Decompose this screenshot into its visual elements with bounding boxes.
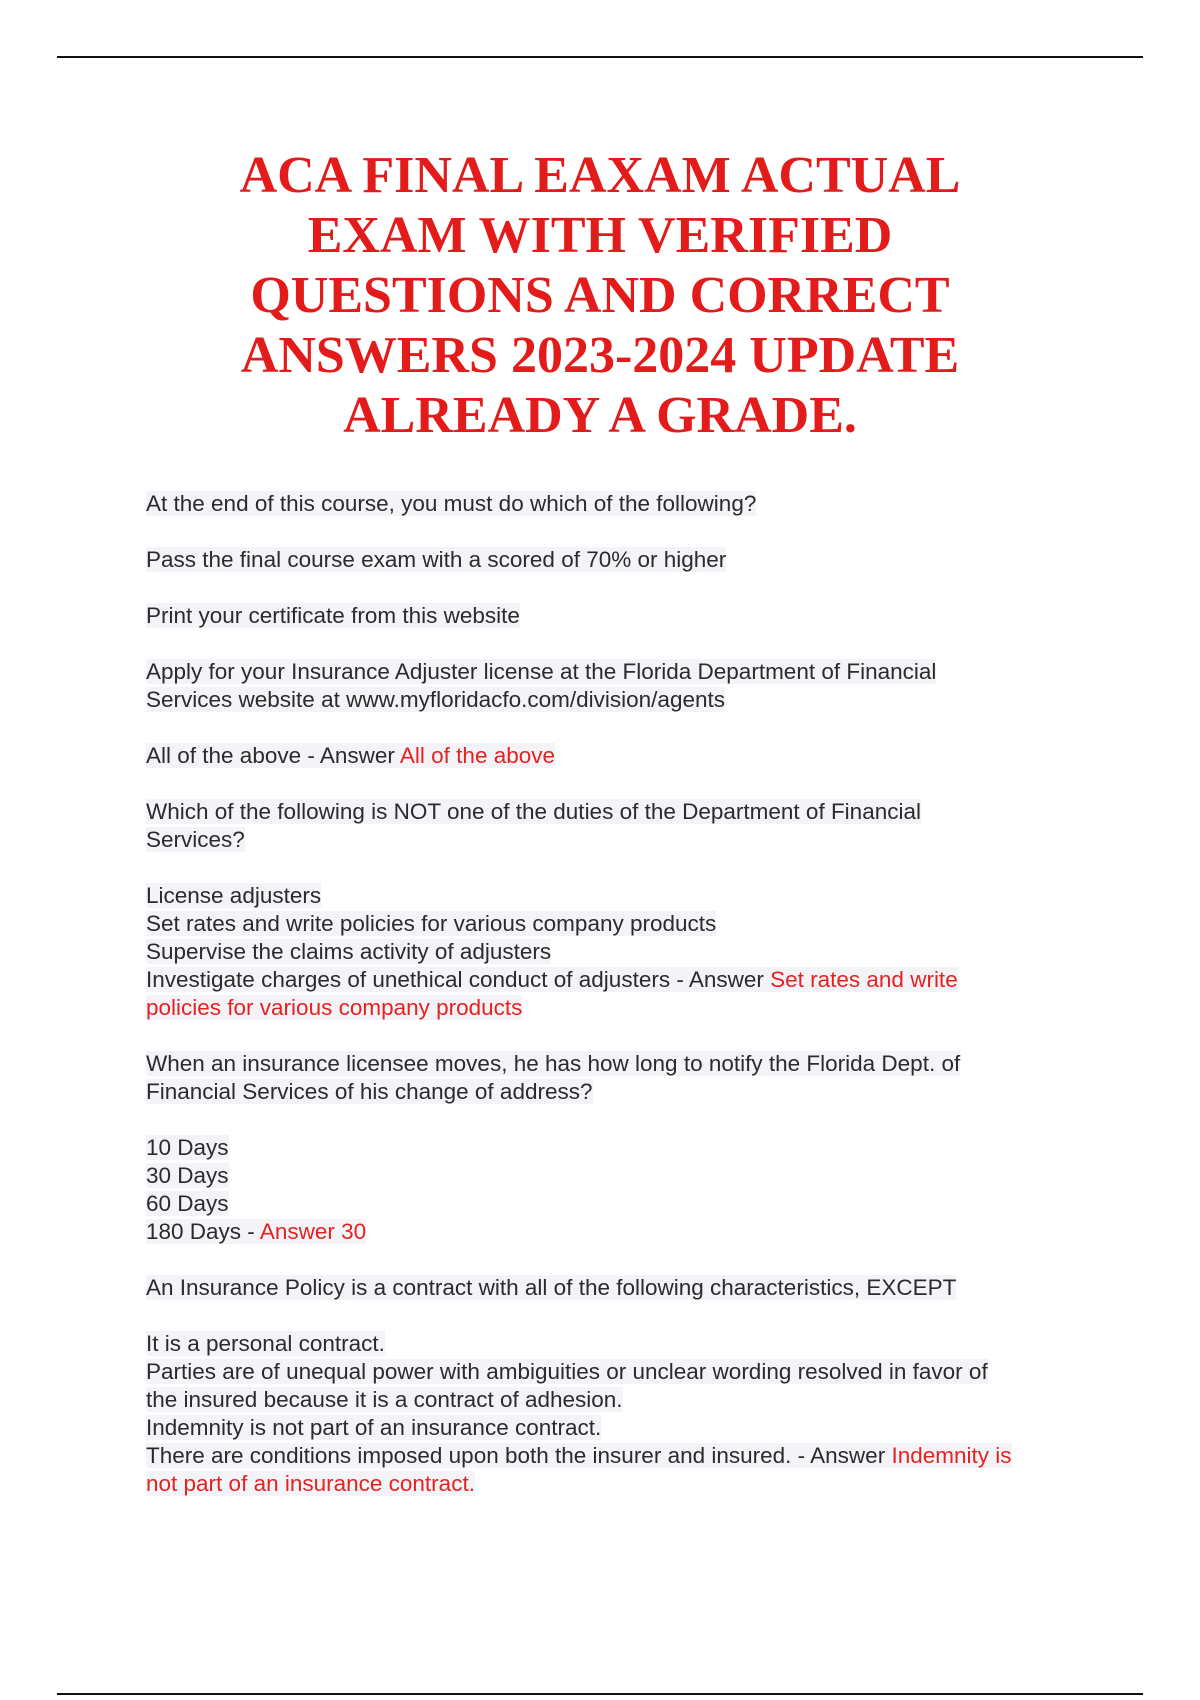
question-3-options [146, 1134, 1086, 1246]
question-2-option-4: Investigate charges of unethical conduct of adjusters - Answer [146, 967, 771, 992]
top-rule [57, 56, 1143, 58]
title-line-5: ALREADY A GRADE. [343, 387, 857, 444]
question-list [146, 490, 1086, 1526]
question-3: When an insurance licensee moves, he has how long to notify the Florida Dept. of Financial Services of his change of address? [146, 1051, 961, 1104]
question-3-answer: Answer 30 [259, 1219, 367, 1244]
question-4-answer-cont: not part of an insurance contract. [146, 1471, 475, 1496]
question-4-option-4: There are conditions imposed upon both the insurer and insured. - Answer [146, 1443, 892, 1468]
question-2-option-3: Supervise the claims activity of adjusters [146, 939, 552, 964]
question-4-option-2: Parties are of unequal power with ambiguities or unclear wording resolved in favor of [146, 1359, 988, 1384]
title-line-1: ACA FINAL EAXAM ACTUAL [239, 147, 961, 204]
question-1-option-3: Apply for your Insurance Adjuster license at the Florida Department of Financial Services website at www.myfloridacfo.com/division/agents [146, 659, 937, 712]
question-1-answer: All of the above [399, 743, 556, 768]
question-2: Which of the following is NOT one of the duties of the Department of Financial Services? [146, 799, 921, 852]
question-4-option-2-cont: the insured because it is a contract of adhesion. [146, 1387, 623, 1412]
question-3-option-4: 180 Days - [146, 1219, 260, 1244]
question-2-answer: Set rates and write [770, 967, 958, 992]
question-2-options [146, 882, 1086, 1022]
question-4-option-3: Indemnity is not part of an insurance contract. [146, 1415, 602, 1440]
question-1 [146, 490, 1086, 518]
question-1-option-4: All of the above - Answer All of the above [146, 743, 556, 768]
question-3-option-2: 30 Days [146, 1163, 229, 1188]
question-2-option-2: Set rates and write policies for various company products [146, 911, 717, 936]
question-1-option-1: Pass the final course exam with a scored of 70% or higher [146, 547, 727, 572]
question-3-option-3: 60 Days [146, 1191, 229, 1216]
title-line-3: QUESTIONS AND CORRECT [250, 267, 950, 324]
question-2-answer-cont: policies for various company products [146, 995, 523, 1020]
question-2-option-1: License adjusters [146, 883, 322, 908]
title-line-4: ANSWERS 2023-2024 UPDATE [240, 327, 960, 384]
question-4-options [146, 1330, 1086, 1498]
question-1-option-2: Print your certificate from this website [146, 603, 520, 628]
title-line-2: EXAM WITH VERIFIED [307, 207, 893, 264]
question-4-option-1: It is a personal contract. [146, 1331, 385, 1356]
bottom-rule [57, 1693, 1143, 1695]
document-title [170, 146, 1030, 446]
question-4: An Insurance Policy is a contract with all of the following characteristics, EXCEPT [146, 1275, 957, 1300]
question-4-answer: Indemnity is [891, 1443, 1012, 1468]
question-3-option-1: 10 Days [146, 1135, 229, 1160]
question-1-text: At the end of this course, you must do which of the following? [146, 491, 757, 516]
